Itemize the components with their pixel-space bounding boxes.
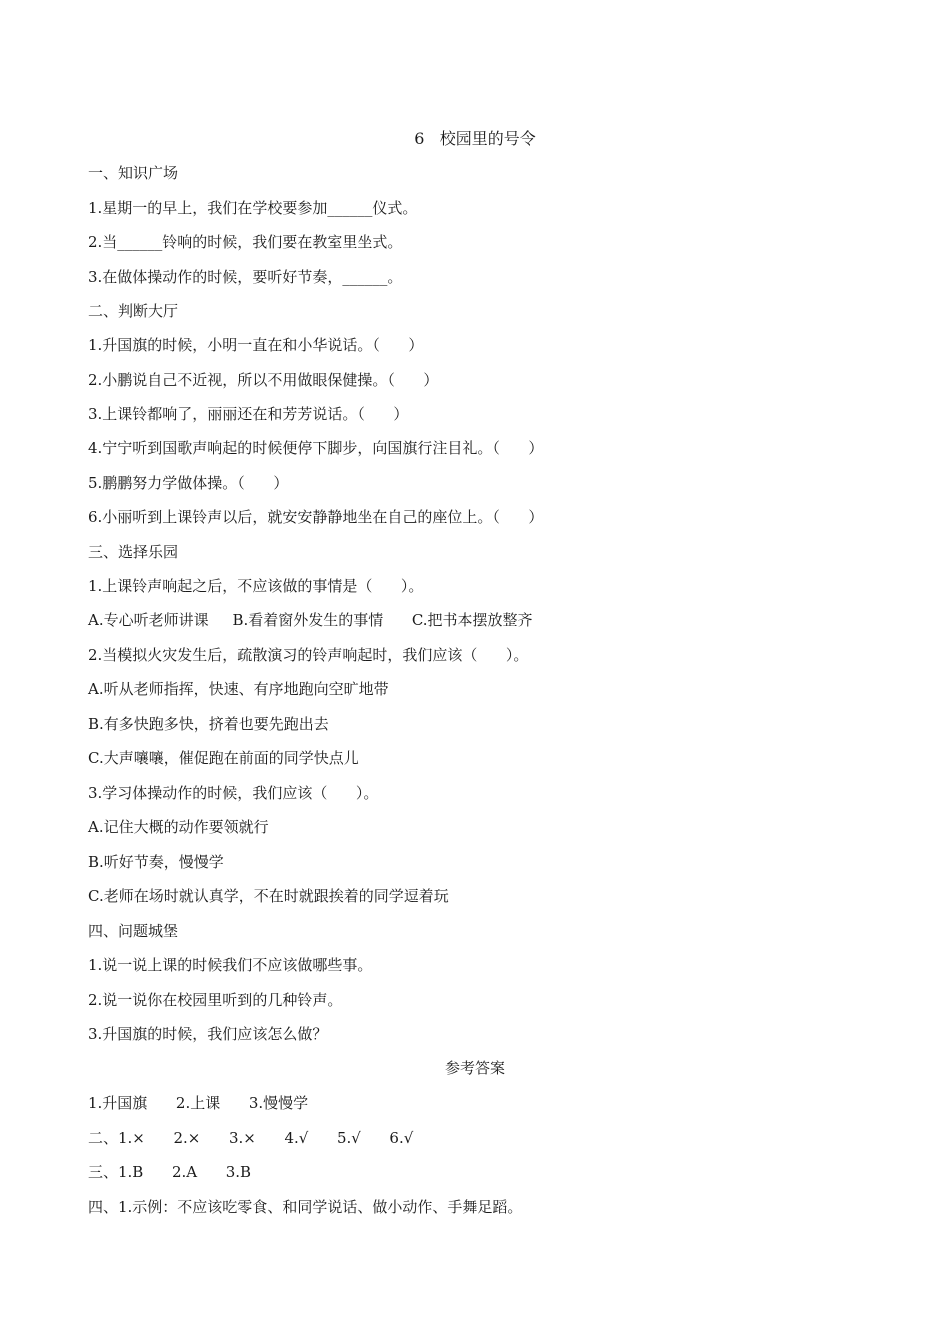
section2-question-1: 1.升国旗的时候，小明一直在和小华说话。（ ） xyxy=(88,336,424,354)
section3-question-3-option-b: B.听好节奏，慢慢学 xyxy=(88,853,224,871)
section4-question-1: 1.说一说上课的时候我们不应该做哪些事。 xyxy=(88,956,373,974)
section1-heading: 一、知识广场 xyxy=(88,164,179,182)
section2-heading: 二、判断大厅 xyxy=(88,302,179,320)
section3-question-2: 2.当模拟火灾发生后，疏散演习的铃声响起时，我们应该（ ）。 xyxy=(88,646,529,664)
section2-question-3: 3.上课铃都响了，丽丽还在和芳芳说话。（ ） xyxy=(88,405,409,423)
section3-question-1-options: A.专心听老师讲课 B.看着窗外发生的事情 C.把书本摆放整齐 xyxy=(88,611,533,629)
section2-question-5: 5.鹏鹏努力学做体操。（ ） xyxy=(88,474,289,492)
section4-heading: 四、问题城堡 xyxy=(88,922,179,940)
section3-question-2-option-b: B.有多快跑多快，挤着也要先跑出去 xyxy=(88,715,329,733)
section1-question-3: 3.在做体操动作的时候，要听好节奏，______。 xyxy=(88,268,403,286)
answers-line-2: 二、1.× 2.× 3.× 4.√ 5.√ 6.√ xyxy=(88,1129,414,1147)
section3-heading: 三、选择乐园 xyxy=(88,543,179,561)
section4-question-3: 3.升国旗的时候，我们应该怎么做？ xyxy=(88,1025,328,1043)
section3-question-3: 3.学习体操动作的时候，我们应该（ ）。 xyxy=(88,784,379,802)
section2-question-4: 4.宁宁听到国歌声响起的时候便停下脚步，向国旗行注目礼。（ ） xyxy=(88,439,544,457)
section3-question-3-option-c: C.老师在场时就认真学，不在时就跟挨着的同学逗着玩 xyxy=(88,887,449,905)
section2-question-2: 2.小鹏说自己不近视，所以不用做眼保健操。（ ） xyxy=(88,371,439,389)
answers-line-1: 1.升国旗 2.上课 3.慢慢学 xyxy=(88,1094,309,1112)
section1-question-2: 2.当______铃响的时候，我们要在教室里坐式。 xyxy=(88,233,403,251)
section3-question-1: 1.上课铃声响起之后，不应该做的事情是（ ）。 xyxy=(88,577,424,595)
section3-question-2-option-a: A.听从老师指挥，快速、有序地跑向空旷地带 xyxy=(88,680,389,698)
section3-question-3-option-a: A.记住大概的动作要领就行 xyxy=(88,818,269,836)
page-title: 6 校园里的号令 xyxy=(414,129,536,148)
section2-question-6: 6.小丽听到上课铃声以后，就安安静静地坐在自己的座位上。（ ） xyxy=(88,508,544,526)
section4-question-2: 2.说一说你在校园里听到的几种铃声。 xyxy=(88,991,343,1009)
answers-heading: 参考答案 xyxy=(444,1059,505,1077)
section3-question-2-option-c: C.大声嚷嚷，催促跑在前面的同学快点儿 xyxy=(88,749,359,767)
answers-line-3: 三、1.B 2.A 3.B xyxy=(88,1163,252,1181)
answers-line-4: 四、1.示例：不应该吃零食、和同学说话、做小动作、手舞足蹈。 xyxy=(88,1198,523,1216)
section1-question-1: 1.星期一的早上，我们在学校要参加______仪式。 xyxy=(88,199,418,217)
